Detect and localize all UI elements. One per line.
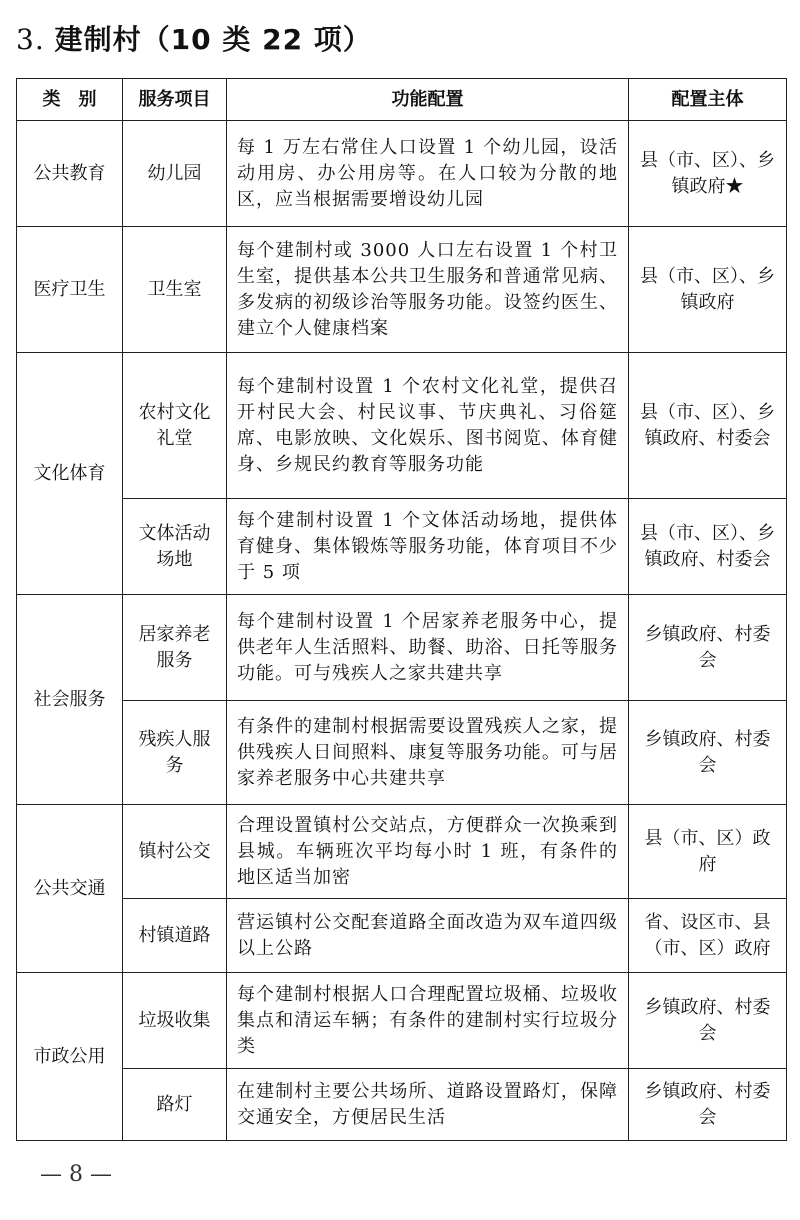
item-cell: 垃圾收集: [123, 973, 227, 1069]
table-row: [17, 353, 787, 499]
function-cell: 每 1 万左右常住人口设置 1 个幼儿园，设活动用房、办公用房等。在人口较为分散的地区，应当根据需要增设幼儿园: [227, 121, 629, 227]
subject-cell: 乡镇政府、村委会: [629, 1069, 787, 1141]
section-heading: [16, 18, 372, 58]
function-cell: 每个建制村设置 1 个农村文化礼堂，提供召开村民大会、村民议事、节庆典礼、习俗筵席、电影放映、文化娱乐、图书阅览、体育健身、乡规民约教育等服务功能: [227, 353, 629, 499]
subject-cell: 县（市、区）政府: [629, 805, 787, 899]
table-row: [17, 499, 787, 595]
section-number: 3.: [16, 23, 45, 56]
item-cell: 镇村公交: [123, 805, 227, 899]
table-row: [17, 899, 787, 973]
table-row: [17, 1069, 787, 1141]
table-row: [17, 227, 787, 353]
category-cell: 公共交通: [17, 805, 123, 973]
function-cell: 每个建制村设置 1 个文体活动场地，提供体育健身、集体锻炼等服务功能，体育项目不少于 5 项: [227, 499, 629, 595]
subject-cell: 省、设区市、县（市、区）政府: [629, 899, 787, 973]
function-cell: 每个建制村或 3000 人口左右设置 1 个村卫生室，提供基本公共卫生服务和普通常见病、多发病的初级诊治等服务功能。设签约医生、建立个人健康档案: [227, 227, 629, 353]
category-cell: 市政公用: [17, 973, 123, 1141]
item-cell: 残疾人服务: [123, 701, 227, 805]
function-cell: 有条件的建制村根据需要设置残疾人之家，提供残疾人日间照料、康复等服务功能。可与居家养老服务中心共建共享: [227, 701, 629, 805]
subject-cell: 县（市、区）、乡镇政府、村委会: [629, 499, 787, 595]
subject-cell: 乡镇政府、村委会: [629, 701, 787, 805]
table-row: [17, 805, 787, 899]
table-row: [17, 121, 787, 227]
section-title: 建制村（10 类 22 项）: [54, 23, 372, 56]
page-number: — 8 —: [40, 1162, 112, 1187]
table-row: [17, 973, 787, 1069]
table-header-row: [17, 79, 787, 121]
header-category: 类 别: [17, 79, 123, 121]
subject-cell: 县（市、区）、乡镇政府、村委会: [629, 353, 787, 499]
item-cell: 居家养老服务: [123, 595, 227, 701]
item-cell: 幼儿园: [123, 121, 227, 227]
function-cell: 每个建制村根据人口合理配置垃圾桶、垃圾收集点和清运车辆；有条件的建制村实行垃圾分类: [227, 973, 629, 1069]
item-cell: 文体活动场地: [123, 499, 227, 595]
header-function: 功能配置: [227, 79, 629, 121]
function-cell: 每个建制村设置 1 个居家养老服务中心，提供老年人生活照料、助餐、助浴、日托等服务功能。可与残疾人之家共建共享: [227, 595, 629, 701]
header-subject: 配置主体: [629, 79, 787, 121]
item-cell: 农村文化礼堂: [123, 353, 227, 499]
subject-cell: 县（市、区）、乡镇政府: [629, 227, 787, 353]
item-cell: 路灯: [123, 1069, 227, 1141]
service-config-table: [16, 78, 787, 1141]
table-row: [17, 701, 787, 805]
category-cell: 社会服务: [17, 595, 123, 805]
subject-cell: 县（市、区）、乡镇政府★: [629, 121, 787, 227]
category-cell: 文化体育: [17, 353, 123, 595]
subject-cell: 乡镇政府、村委会: [629, 595, 787, 701]
function-cell: 营运镇村公交配套道路全面改造为双车道四级以上公路: [227, 899, 629, 973]
function-cell: 合理设置镇村公交站点，方便群众一次换乘到县城。车辆班次平均每小时 1 班，有条件的地区适当加密: [227, 805, 629, 899]
category-cell: 医疗卫生: [17, 227, 123, 353]
subject-cell: 乡镇政府、村委会: [629, 973, 787, 1069]
table-row: [17, 595, 787, 701]
item-cell: 村镇道路: [123, 899, 227, 973]
item-cell: 卫生室: [123, 227, 227, 353]
function-cell: 在建制村主要公共场所、道路设置路灯，保障交通安全，方便居民生活: [227, 1069, 629, 1141]
header-item: 服务项目: [123, 79, 227, 121]
category-cell: 公共教育: [17, 121, 123, 227]
